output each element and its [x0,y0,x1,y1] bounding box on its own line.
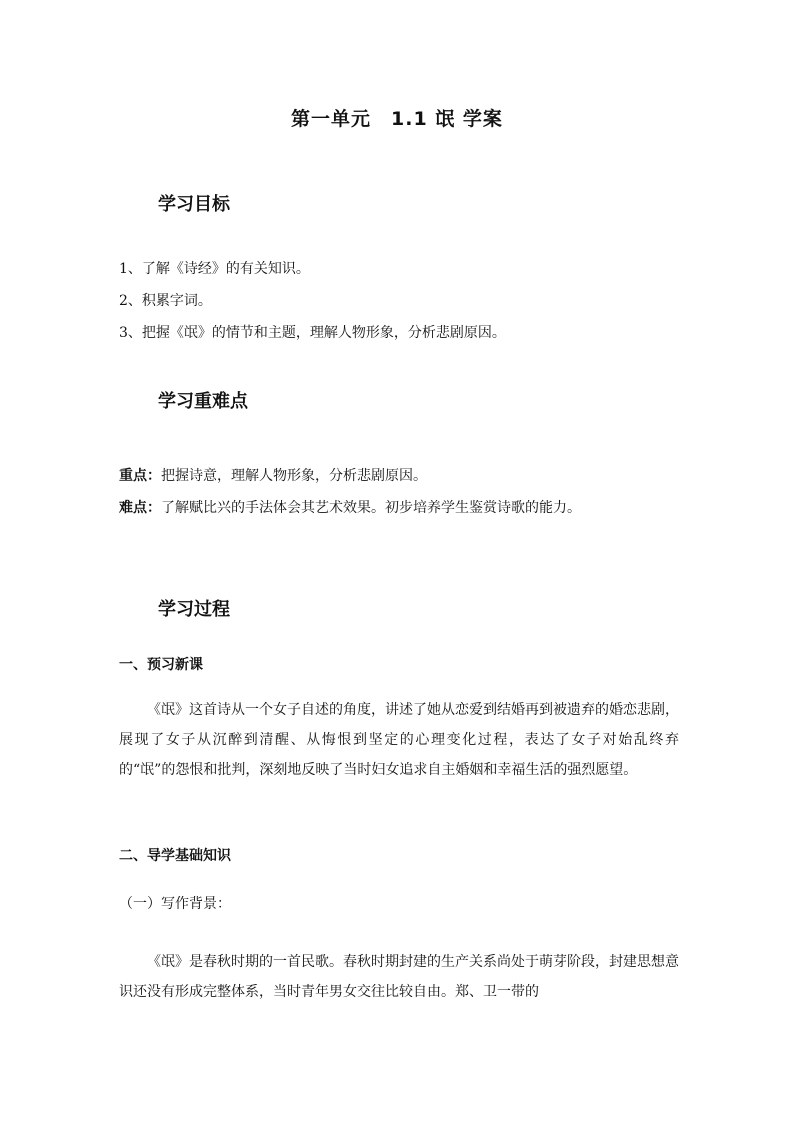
background-paragraph: 《氓》是春秋时期的一首民歌。春秋时期封建的生产关系尚处于萌芽阶段，封建思想意识还没有形成完整体系，当时青年男女交往比较自由。郑、卫一带的 [119,954,679,1000]
page-title: 第一单元 1.1 氓 学案 [291,108,503,130]
focus-label: 重点： [119,468,161,484]
objective-item-3: 3、把握《氓》的情节和主题，理解人物形象，分析悲剧原因。 [119,325,506,341]
background-subheading: （一）写作背景： [119,896,231,912]
difficulty-line [119,497,581,517]
focus-text: 把握诗意，理解人物形象，分析悲剧原因。 [161,468,427,484]
process-heading: 学习过程 [158,599,230,620]
basics-heading: 二、导学基础知识 [119,848,231,864]
key-points-heading: 学习重难点 [158,391,248,412]
preview-heading: 一、预习新课 [119,657,203,673]
difficulty-text: 了解赋比兴的手法体会其艺术效果。初步培养学生鉴赏诗歌的能力。 [161,500,581,516]
difficulty-label: 难点： [119,500,161,516]
preview-paragraph: 《氓》这首诗从一个女子自述的角度，讲述了她从恋爱到结婚再到被遗弃的婚恋悲剧，展现了女子从沉醉到清醒、从悔恨到坚定的心理变化过程，表达了女子对始乱终弃的“氓”的怨恨和批判，深刻地反映了当时妇女追求自主婚姻和幸福生活的强烈愿望。 [119,702,679,778]
objective-item-1: 1、了解《诗经》的有关知识。 [119,261,310,277]
objectives-heading: 学习目标 [158,194,230,215]
objective-item-2: 2、积累字词。 [119,293,212,309]
focus-line [119,465,427,485]
